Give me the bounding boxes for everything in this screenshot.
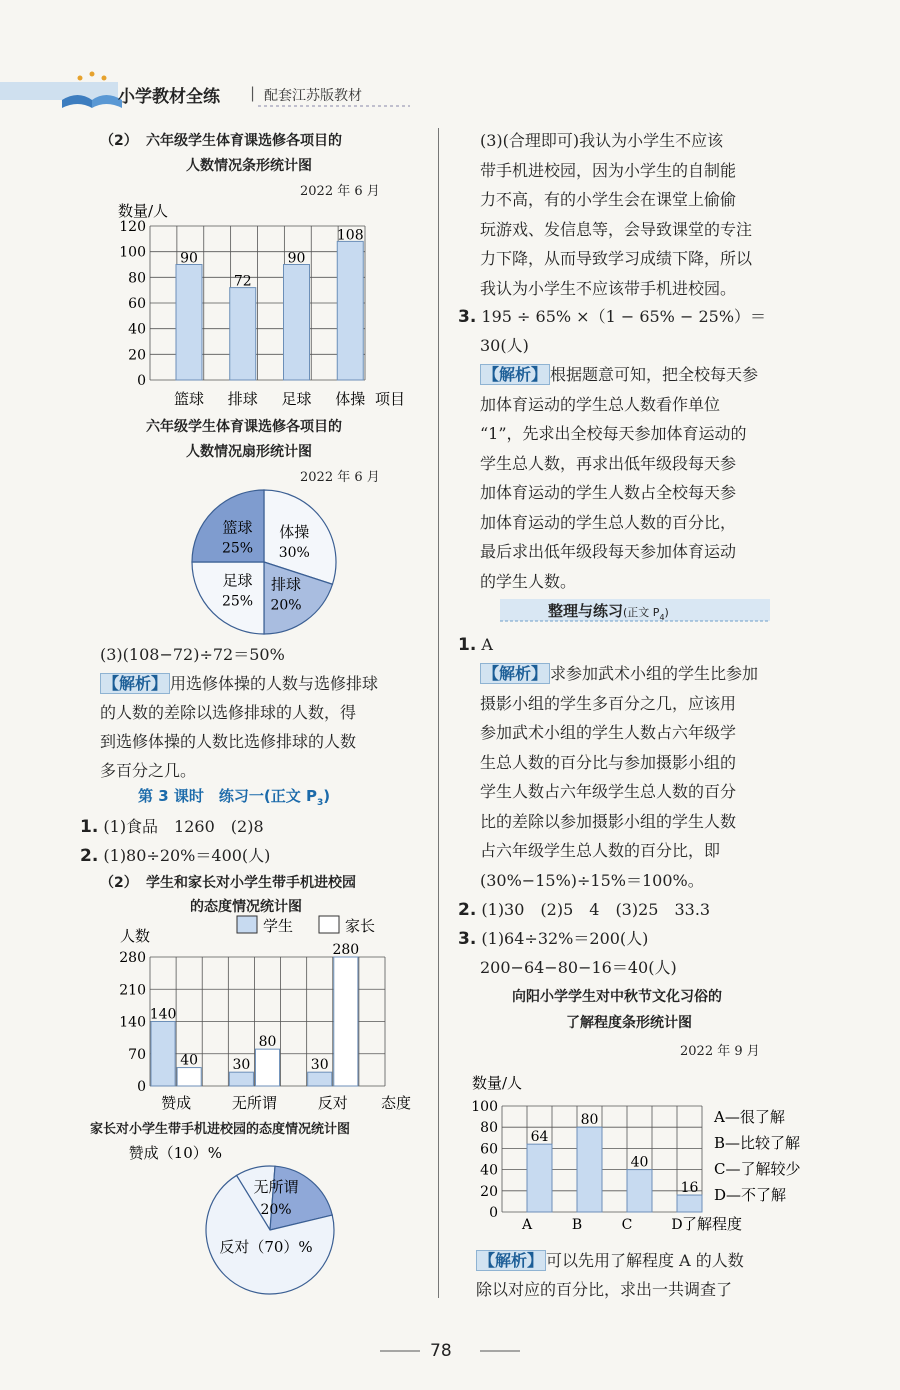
ans2-number: 2. [80,846,99,866]
a3-line2: 加体育运动的学生总人数看作单位 [480,394,721,414]
pie1-date: 2022 年 6 月 [300,470,380,485]
y-tick-label: 70 [128,1046,146,1063]
a3-line3: “1”，先求出全校每天参加体育运动的 [480,424,747,443]
slice-percent: 20% [260,1202,292,1218]
bar2-title-line1: 学生和家长对小学生带手机进校园 [146,875,356,891]
bar1-title-line2: 人数情况条形统计图 [186,158,312,174]
bar [627,1170,652,1212]
x-tick-label: 无所谓 [231,1094,277,1112]
slice-percent: 30% [278,544,310,561]
analysis-line1: 用选修体操的人数与选修排球 [170,674,379,693]
y-tick-label: 40 [480,1162,498,1179]
bar-chart-phones [100,912,420,1112]
bar1-title-line1: 六年级学生体育课选修各项目的 [146,133,342,149]
legend-swatch [319,916,339,933]
a3-line7: 最后求出低年级段每天参加体育运动 [480,542,737,561]
a3-line8: 的学生人数。 [480,571,577,591]
data-label: 30 [232,1057,251,1074]
legend-swatch [237,916,257,933]
r1a-line5: 学生人数占六年级学生总人数的百分 [480,782,737,801]
p3-line2: 带手机进校园，因为小学生的自制能 [480,160,737,180]
bar [308,1072,332,1086]
slice-percent: 20% [270,597,302,614]
y-tick-label: 120 [119,219,146,235]
bottom-line2: 除以对应的百分比，求出一共调查了 [476,1280,733,1299]
bar [337,241,363,380]
a3-tag: 【解析】 [480,364,550,385]
y-tick-label: 0 [137,1079,146,1095]
x-tick-label: A [521,1217,533,1233]
a3-line1: 根据题意可知，把全校每天参 [550,365,759,384]
slice-label: 赞成（10）% [128,1144,222,1162]
a3-line5: 加体育运动的学生人数占全校每天参 [480,483,737,502]
bar [151,1022,175,1087]
x-tick-label: C [621,1217,633,1233]
y-tick-label: 0 [137,373,146,389]
brand-title: 小学教材全练 [118,87,220,107]
data-label: 90 [287,250,306,267]
q3-answer: (3)(108−72)÷72＝50% [100,645,285,664]
r1a-line6: 比的差除以参加摄影小组的学生人数 [480,811,737,831]
pie1-title-line1: 六年级学生体育课选修各项目的 [146,419,342,435]
p3-line1: (3)(合理即可)我认为小学生不应该 [480,131,724,150]
slice-label: 篮球 [222,518,253,537]
slice-percent: 25% [221,540,254,557]
y-axis-label: 数量/人 [472,1074,523,1092]
pie2-title: 家长对小学生带手机进校园的态度情况统计图 [90,1122,351,1137]
data-label: 80 [258,1034,277,1051]
bar3-date: 2022 年 9 月 [680,1044,760,1059]
p3-line5: 力下降，从而导致学习成绩下降，所以 [480,249,753,268]
y-tick-label: 140 [119,1014,146,1031]
y-tick-label: 20 [128,347,146,364]
data-label: 140 [149,1006,177,1023]
slice-label: 排球 [270,575,302,594]
slice-label: 足球 [222,571,253,590]
y-axis-label: 人数 [120,927,151,945]
bar [284,265,310,381]
bar [176,265,202,381]
x-tick-label: B [571,1217,583,1233]
ans1-text: (1)食品 1260 (2)8 [103,817,264,836]
r1a-line4: 生总人数的百分比与参加摄影小组的 [480,752,737,772]
bar [230,288,256,380]
y-tick-label: 0 [489,1205,498,1221]
r3-answer-b: 200−64−80−16＝40(人) [480,958,677,977]
page-number: 78 [430,1341,452,1361]
r2-number: 2. [458,900,477,920]
bar-chart-sports [100,196,420,410]
a3-line6: 加体育运动的学生总人数的百分比， [480,512,737,532]
slice-label: 体操 [279,522,310,541]
x-axis-label: 了解程度 [682,1215,743,1233]
x-tick-label: 排球 [227,390,258,408]
bar [577,1127,602,1212]
q2b-label: （2） [100,875,138,891]
bar [527,1144,552,1212]
pie1-title-line2: 人数情况扇形统计图 [186,444,312,460]
r1a-line3: 参加武术小组的学生人数占六年级学 [480,723,737,742]
y-tick-label: 20 [480,1183,498,1200]
ans1-number: 1. [80,817,99,837]
data-label: 40 [630,1154,649,1171]
x-tick-label: 足球 [281,390,312,408]
y-tick-label: 100 [471,1099,498,1115]
y-axis-label: 数量/人 [118,202,169,220]
slice-label: 无所谓 [253,1178,299,1196]
r1-tag: 【解析】 [480,663,550,684]
data-label: 108 [336,227,364,244]
data-label: 30 [310,1057,329,1074]
bottom-tag: 【解析】 [476,1250,546,1271]
x-axis-label: 项目 [375,390,406,408]
bar [255,1049,279,1086]
data-label: 80 [580,1112,599,1129]
data-label: 16 [680,1180,699,1197]
p3-line4: 玩游戏、发信息等，会导致课堂的专注 [480,219,753,239]
x-tick-label: 篮球 [173,390,205,408]
y-tick-label: 60 [128,296,146,312]
r2-answer: (1)30 (2)5 4 (3)25 33.3 [481,900,711,919]
data-label: 40 [180,1052,199,1069]
lesson-title: 第 3 课时 练习一(正文 $P_3$) [138,787,331,808]
r1-number: 1. [458,635,477,655]
y-tick-label: 280 [119,950,146,966]
analysis-line2: 的人数的差除以选修排球的人数，得 [100,703,357,722]
y-tick-label: 60 [480,1141,498,1158]
brand-separator: | [250,84,256,102]
x-axis-label: 态度 [381,1094,412,1112]
analysis-line3: 到选修体操的人数比选修排球的人数 [100,732,357,751]
data-label: 72 [233,273,252,290]
r1a-line2: 摄影小组的学生多百分之几，应该用 [480,693,737,713]
x-tick-label: D [671,1217,683,1233]
y-tick-label: 80 [480,1120,498,1137]
q2-label: （2） [100,133,138,149]
bar [334,957,358,1086]
r1a-line8: (30%−15%)÷15%＝100%。 [480,870,704,890]
bar3-title-line1: 向阳小学学生对中秋节文化习俗的 [512,989,722,1005]
data-label: 64 [530,1129,549,1146]
data-label: 90 [180,250,198,267]
q3-expression: 195 ÷ 65% ×（1 − 65% − 25%）＝ [481,307,767,326]
section-title: 整理与练习(正文 $P_4$) [548,602,669,622]
r3-number: 3. [458,929,477,949]
bar2-title-line2: 的态度情况统计图 [190,899,302,915]
y-tick-label: 40 [128,321,146,338]
r1a-line7: 占六年级学生总人数的百分比，即 [480,841,721,860]
bar [677,1195,702,1212]
y-tick-label: 210 [119,982,146,999]
x-tick-label: 反对 [317,1094,348,1112]
bottom-line1: 可以先用了解程度 A 的人数 [546,1251,744,1270]
r1-answer: A [481,635,493,654]
y-tick-label: 100 [119,244,146,261]
legend-label: 家长 [345,917,376,935]
bar [229,1072,253,1086]
q3-number: 3. [458,307,477,327]
brand-subtitle: 配套江苏版教材 [264,88,362,104]
p3-line6: 我认为小学生不应该带手机进校园。 [480,278,737,298]
ans2-text: (1)80÷20%＝400(人) [103,846,271,865]
pie-chart-parents [128,1138,360,1298]
x-tick-label: 体操 [335,390,366,408]
legend-entry: A—很了解 [714,1108,785,1126]
x-tick-label: 赞成 [161,1094,192,1112]
bar3-title-line2: 了解程度条形统计图 [566,1015,692,1031]
r3-answer: (1)64÷32%＝200(人) [481,929,649,948]
legend-label: 学生 [263,917,294,935]
analysis-line4: 多百分之几。 [100,761,197,780]
p3-line3: 力不高，有的小学生会在课堂上偷偷 [480,190,737,209]
pie-chart-sports [180,484,350,644]
column-divider [438,128,439,1298]
y-tick-label: 80 [128,270,146,287]
bar [177,1068,201,1086]
q3-result: 30(人) [480,336,529,355]
bar1-date: 2022 年 6 月 [300,184,380,199]
a3-line4: 学生总人数，再求出低年级段每天参 [480,453,737,473]
analysis-tag: 【解析】 [100,673,170,694]
r1a-line1: 求参加武术小组的学生比参加 [550,664,759,683]
data-label: 280 [332,942,360,958]
slice-label: 反对（70）% [219,1238,313,1256]
legend-entry: D—不了解 [714,1186,787,1204]
legend-entry: B—比较了解 [714,1134,801,1152]
legend-entry: C—了解较少 [714,1160,801,1178]
slice-percent: 25% [221,593,254,610]
bar-chart-festival [470,1068,820,1238]
